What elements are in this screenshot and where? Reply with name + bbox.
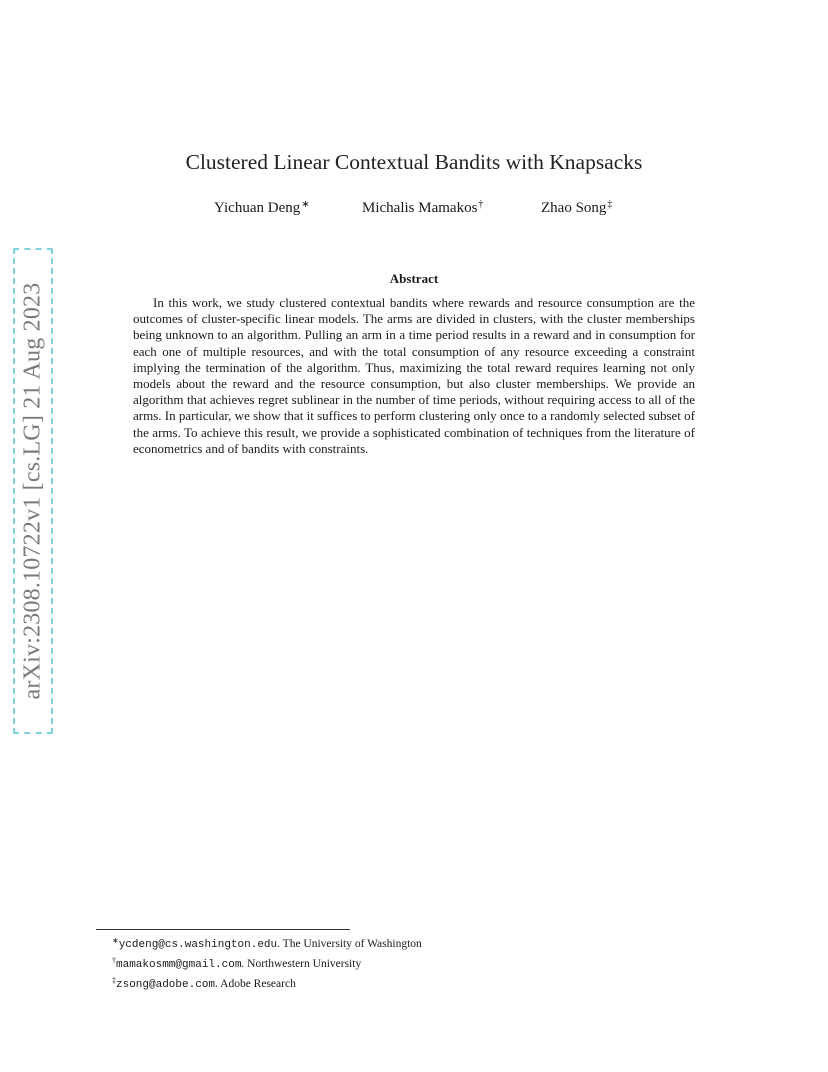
author-list bbox=[0, 199, 828, 221]
abstract-heading: Abstract bbox=[389, 271, 439, 286]
author-2 bbox=[362, 199, 483, 217]
footnotes bbox=[112, 933, 422, 993]
footnote-2 bbox=[112, 953, 422, 973]
author-1-mark: ∗ bbox=[301, 199, 310, 210]
author-2-name: Michalis Mamakos bbox=[362, 200, 478, 216]
author-1-name: Yichuan Deng bbox=[214, 200, 301, 216]
footnote-3 bbox=[112, 973, 422, 993]
footnote-2-mark: † bbox=[112, 956, 116, 965]
footnote-3-mark: ‡ bbox=[112, 976, 116, 985]
footnote-divider bbox=[96, 929, 350, 930]
footnote-3-affiliation: . Adobe Research bbox=[215, 978, 296, 990]
footnote-2-email: mamakosmm@gmail.com bbox=[116, 959, 242, 971]
author-3-name: Zhao Song bbox=[541, 200, 607, 216]
abstract-body: In this work, we study clustered contextual bandits where rewards and resource consumption are the outcomes of cluster-specific linear models. The arms are divided in clusters, with the cluster memberships being unknown to an algorithm. Pulling an arm in a time period results in a reward and in consumption for each one of multiple resources, and with the total consumption of any resource exceeding a constraint implying the termination of the algorithm. Thus, maximizing the total reward requires learning not only models about the reward and the resource consumption, but also cluster memberships. We provide an algorithm that achieves regret sublinear in the number of time periods, without requiring access to all of the arms. In particular, we show that it suffices to perform clustering only once to a randomly selected subset of the arms. To achieve this result, we provide a sophisticated combination of techniques from the literature of econometrics and of bandits with constraints. bbox=[133, 295, 695, 456]
footnote-3-email: zsong@adobe.com bbox=[116, 979, 216, 991]
arxiv-identifier: arXiv:2308.10722v1 [cs.LG] 21 Aug 2023 bbox=[19, 282, 46, 700]
footnote-1-email: ycdeng@cs.washington.edu bbox=[118, 939, 278, 951]
author-2-mark: † bbox=[478, 199, 484, 210]
author-1 bbox=[214, 199, 310, 217]
author-3-mark: ‡ bbox=[607, 199, 613, 210]
footnote-1 bbox=[112, 933, 422, 953]
footnote-1-affiliation: . The University of Washington bbox=[277, 938, 422, 950]
footnote-2-affiliation: . Northwestern University bbox=[241, 958, 362, 970]
author-3 bbox=[541, 199, 612, 217]
footnote-1-mark: ∗ bbox=[112, 936, 119, 945]
paper-title: Clustered Linear Contextual Bandits with Knapsacks bbox=[185, 150, 643, 174]
